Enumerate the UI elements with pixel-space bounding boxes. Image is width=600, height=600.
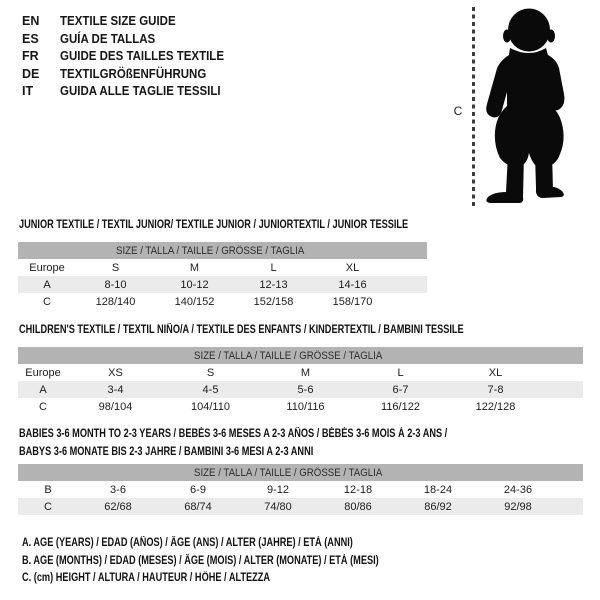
table-cell: S xyxy=(111,261,120,274)
table-cell: 110/116 xyxy=(286,400,325,413)
language-row xyxy=(22,48,238,66)
table-cell: 74/80 xyxy=(238,498,318,515)
table-cell: 14-16 xyxy=(313,276,392,293)
table-row xyxy=(18,498,583,515)
footnotes xyxy=(22,535,468,588)
table-header-row xyxy=(18,242,427,259)
spacer-cell xyxy=(543,381,583,398)
row-label: A xyxy=(18,381,68,398)
table-row xyxy=(18,276,427,293)
baby-silhouette-icon xyxy=(480,6,575,206)
table-cell: 86/92 xyxy=(398,498,478,515)
language-list xyxy=(22,13,238,101)
table-cell: 18-24 xyxy=(423,483,453,496)
language-code: DE xyxy=(22,66,40,81)
table-cell: 140/152 xyxy=(174,295,215,308)
table-cell: 9-12 xyxy=(266,483,290,496)
row-label: Europe xyxy=(25,366,61,379)
table-cell: 12-18 xyxy=(343,483,373,496)
table-row xyxy=(18,259,427,276)
table-row xyxy=(18,398,583,415)
footnote-c: C. (cm) HEIGHT / ALTURA / HAUTEUR / HÖHE / ALTEZZA xyxy=(22,572,271,584)
table-cell: 104/110 xyxy=(191,400,230,413)
language-label: GUÍA DE TALLAS xyxy=(60,31,156,46)
table-size-header: SIZE / TALLA / TAILLE / GRÖSSE / TAGLIA xyxy=(18,464,583,481)
table-cell: 24-36 xyxy=(503,483,533,496)
babies-section-title xyxy=(19,426,554,461)
table-cell: L xyxy=(270,261,277,274)
footnote-b: B. AGE (MONTHS) / EDAD (MESES) / ÂGE (MOIS) / ALTER (MONATE) / ETÀ (MESI) xyxy=(22,554,379,567)
language-row xyxy=(22,13,238,31)
children-section-title: CHILDREN'S TEXTILE / TEXTIL NIÑO/A / TEXTILE DES ENFANTS / KINDERTEXTIL / BAMBINI TESSILE xyxy=(19,324,464,336)
table-cell: XS xyxy=(108,366,123,379)
table-cell: 68/74 xyxy=(158,498,238,515)
spacer-cell xyxy=(392,276,427,293)
row-label: C xyxy=(18,498,78,515)
table-cell: 7-8 xyxy=(448,381,543,398)
table-cell: 6-7 xyxy=(353,381,448,398)
table-cell: 98/104 xyxy=(98,400,133,413)
language-code: IT xyxy=(22,84,34,98)
language-row xyxy=(22,66,238,84)
table-cell: M xyxy=(189,261,200,274)
table-cell: 152/158 xyxy=(253,295,294,308)
table-header-row xyxy=(18,347,583,364)
row-label: B xyxy=(44,483,52,496)
size-table xyxy=(18,464,583,515)
height-dashed-line xyxy=(472,7,476,206)
height-measure-label: C xyxy=(453,104,463,118)
table-cell: 116/122 xyxy=(381,400,420,413)
table-cell: 80/86 xyxy=(318,498,398,515)
table-cell: 128/140 xyxy=(95,295,136,308)
table-row xyxy=(18,364,583,381)
language-code: FR xyxy=(22,49,39,63)
table-cell: L xyxy=(397,366,404,379)
table-header-row xyxy=(18,464,583,481)
table-row xyxy=(18,293,427,310)
table-cell: M xyxy=(300,366,311,379)
row-label: C xyxy=(43,295,51,308)
size-table xyxy=(18,347,583,415)
babies-section-title-line2: BABYS 3-6 MONATE BIS 2-3 JAHRE / BAMBINI 3-6 MESI A 2-3 ANNI xyxy=(19,445,314,458)
language-label: GUIDA ALLE TAGLIE TESSILI xyxy=(60,84,221,98)
table-cell: XL xyxy=(345,261,360,274)
spacer-cell xyxy=(543,364,583,381)
table-cell: S xyxy=(206,366,215,379)
table-cell: 5-6 xyxy=(258,381,353,398)
table-size-header: SIZE / TALLA / TAILLE / GRÖSSE / TAGLIA xyxy=(18,242,427,259)
table-row xyxy=(18,381,583,398)
children-size-table xyxy=(18,347,583,415)
table-cell: 8-10 xyxy=(76,276,155,293)
language-row xyxy=(22,83,238,101)
table-cell: 4-5 xyxy=(163,381,258,398)
spacer-cell xyxy=(543,398,583,415)
table-cell: XL xyxy=(488,366,503,379)
table-cell: 158/170 xyxy=(332,295,373,308)
table-cell: 6-9 xyxy=(190,483,206,496)
row-label: A xyxy=(18,276,76,293)
babies-section-title-line1: BABIES 3-6 MONTH TO 2-3 YEARS / BEBÉS 3-6 MESES A 2-3 AÑOS / BÉBÉS 3-6 MOIS À 2-3 ANS / xyxy=(19,428,448,440)
junior-section-title: JUNIOR TEXTILE / TEXTIL JUNIOR/ TEXTILE JUNIOR / JUNIORTEXTIL / JUNIOR TESSILE xyxy=(19,219,409,231)
table-cell: 92/98 xyxy=(478,498,558,515)
table-cell: 122/128 xyxy=(475,400,516,413)
language-code: EN xyxy=(22,14,40,28)
size-table xyxy=(18,242,427,310)
table-cell: 3-4 xyxy=(68,381,163,398)
table-size-header: SIZE / TALLA / TAILLE / GRÖSSE / TAGLIA xyxy=(18,347,583,364)
footnote-a: A. AGE (YEARS) / EDAD (AÑOS) / ÂGE (ANS) / ALTER (JAHRE) / ETÀ (ANNI) xyxy=(22,537,353,549)
table-cell: 3-6 xyxy=(110,483,126,496)
table-cell: 10-12 xyxy=(155,276,234,293)
table-cell: 62/68 xyxy=(78,498,158,515)
baby-figure xyxy=(450,6,582,208)
table-row xyxy=(18,481,583,498)
language-label: GUIDE DES TAILLES TEXTILE xyxy=(60,49,225,63)
language-label: TEXTILE SIZE GUIDE xyxy=(60,14,176,28)
row-label: C xyxy=(39,400,47,413)
language-row xyxy=(22,31,238,49)
language-code: ES xyxy=(22,31,39,46)
spacer-cell xyxy=(392,259,427,276)
babies-size-table xyxy=(18,464,583,515)
spacer-cell xyxy=(558,498,583,515)
row-label: Europe xyxy=(29,261,65,274)
spacer-cell xyxy=(558,481,583,498)
spacer-cell xyxy=(392,293,427,310)
table-cell: 12-13 xyxy=(234,276,313,293)
junior-size-table xyxy=(18,242,427,310)
language-label: TEXTILGRÖßENFÜHRUNG xyxy=(60,66,207,81)
